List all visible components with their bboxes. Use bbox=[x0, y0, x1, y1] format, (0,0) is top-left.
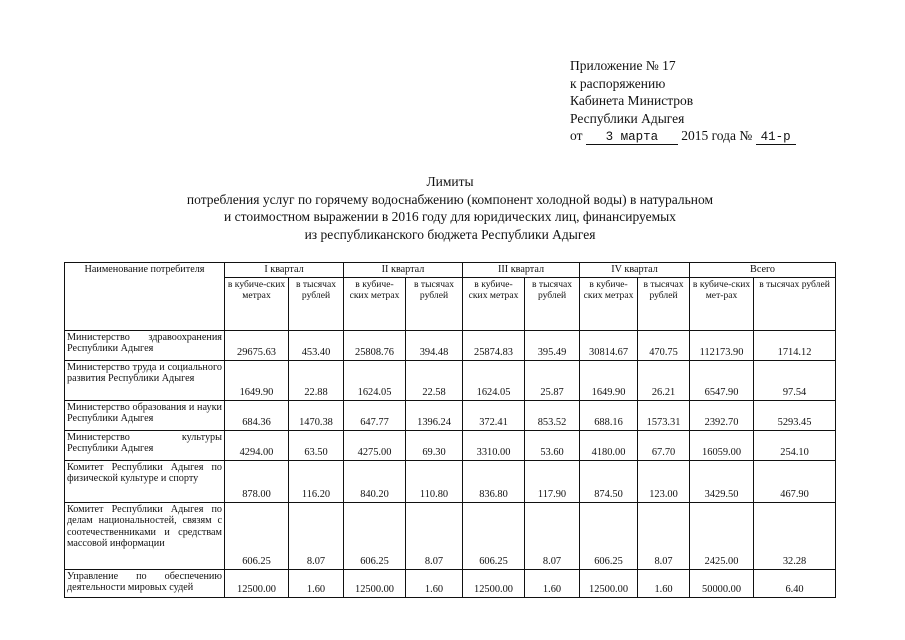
value-cell: 50000.00 bbox=[690, 569, 754, 597]
value-cell: 254.10 bbox=[754, 430, 836, 460]
document-title bbox=[120, 173, 780, 243]
consumer-name-cell: Комитет Республики Адыгея по физической культуре и спорту bbox=[65, 460, 225, 502]
value-cell: 1573.31 bbox=[638, 400, 690, 430]
value-cell: 467.90 bbox=[754, 460, 836, 502]
consumer-name-cell: Министерство образования и науки Республики Адыгея bbox=[65, 400, 225, 430]
value-cell: 840.20 bbox=[344, 460, 406, 502]
value-cell: 117.90 bbox=[525, 460, 580, 502]
value-cell: 3310.00 bbox=[463, 430, 525, 460]
value-cell: 12500.00 bbox=[225, 569, 289, 597]
unit-header: в кубиче-ских мет-рах bbox=[690, 277, 754, 330]
from-label: от bbox=[570, 128, 583, 143]
value-cell: 4275.00 bbox=[344, 430, 406, 460]
value-cell: 1714.12 bbox=[754, 330, 836, 360]
value-cell: 8.07 bbox=[406, 502, 463, 569]
title-line-3: и стоимостном выражении в 2016 году для юридических лиц, финансируемых bbox=[224, 209, 676, 224]
value-cell: 1470.38 bbox=[289, 400, 344, 430]
unit-header: в тысячах рублей bbox=[525, 277, 580, 330]
table-row bbox=[65, 502, 836, 569]
value-cell: 853.52 bbox=[525, 400, 580, 430]
table-row bbox=[65, 460, 836, 502]
title-line-2: потребления услуг по горячему водоснабжению (компонент холодной воды) в натуральном bbox=[186, 191, 714, 207]
value-cell: 1649.90 bbox=[225, 360, 289, 400]
approval-line-republic: Республики Адыгея bbox=[570, 110, 685, 126]
value-cell: 394.48 bbox=[406, 330, 463, 360]
unit-header: в кубиче-ских метрах bbox=[580, 277, 638, 330]
header-row bbox=[65, 263, 836, 278]
value-cell: 22.88 bbox=[289, 360, 344, 400]
unit-header: в кубиче-ских метрах bbox=[463, 277, 525, 330]
value-cell: 123.00 bbox=[638, 460, 690, 502]
value-cell: 1.60 bbox=[289, 569, 344, 597]
value-cell: 372.41 bbox=[463, 400, 525, 430]
approval-line-cabinet: Кабинета Министров bbox=[570, 93, 694, 108]
unit-header: в тысячах рублей bbox=[638, 277, 690, 330]
value-cell: 1624.05 bbox=[344, 360, 406, 400]
approval-line-order: к распоряжению bbox=[570, 75, 666, 91]
consumer-name-cell: Управление по обеспечению деятельности мировых судей bbox=[65, 569, 225, 597]
value-cell: 12500.00 bbox=[344, 569, 406, 597]
value-cell: 67.70 bbox=[638, 430, 690, 460]
value-cell: 12500.00 bbox=[463, 569, 525, 597]
value-cell: 470.75 bbox=[638, 330, 690, 360]
value-cell: 1.60 bbox=[525, 569, 580, 597]
unit-header: в тысячах рублей bbox=[289, 277, 344, 330]
value-cell: 874.50 bbox=[580, 460, 638, 502]
value-cell: 1624.05 bbox=[463, 360, 525, 400]
table-row bbox=[65, 360, 836, 400]
value-cell: 395.49 bbox=[525, 330, 580, 360]
group-header: Всего bbox=[690, 263, 836, 278]
value-cell: 8.07 bbox=[289, 502, 344, 569]
value-cell: 606.25 bbox=[225, 502, 289, 569]
approval-block bbox=[570, 57, 870, 145]
value-cell: 116.20 bbox=[289, 460, 344, 502]
value-cell: 32.28 bbox=[754, 502, 836, 569]
consumer-name-cell: Комитет Республики Адыгея по делам национальностей, связям с соотечественниками и средствам массовой информации bbox=[65, 502, 225, 569]
name-column-header: Наименование потребителя bbox=[65, 263, 225, 331]
unit-header: в тысячах рублей bbox=[406, 277, 463, 330]
table-row bbox=[65, 330, 836, 360]
group-header: II квартал bbox=[344, 263, 463, 278]
year-text: 2015 года № bbox=[681, 128, 753, 143]
unit-header: в тысячах рублей bbox=[754, 277, 836, 330]
value-cell: 97.54 bbox=[754, 360, 836, 400]
value-cell: 1396.24 bbox=[406, 400, 463, 430]
unit-header: в кубиче-ских метрах bbox=[344, 277, 406, 330]
value-cell: 836.80 bbox=[463, 460, 525, 502]
value-cell: 4294.00 bbox=[225, 430, 289, 460]
group-header: I квартал bbox=[225, 263, 344, 278]
value-cell: 63.50 bbox=[289, 430, 344, 460]
limits-table bbox=[64, 262, 836, 598]
value-cell: 22.58 bbox=[406, 360, 463, 400]
title-heading: Лимиты bbox=[426, 174, 474, 189]
value-cell: 25.87 bbox=[525, 360, 580, 400]
table-row bbox=[65, 400, 836, 430]
value-cell: 53.60 bbox=[525, 430, 580, 460]
value-cell: 16059.00 bbox=[690, 430, 754, 460]
value-cell: 606.25 bbox=[463, 502, 525, 569]
consumer-name-cell: Министерство культуры Республики Адыгея bbox=[65, 430, 225, 460]
consumer-name-cell: Министерство здравоохранения Республики Адыгея bbox=[65, 330, 225, 360]
value-cell: 8.07 bbox=[638, 502, 690, 569]
value-cell: 688.16 bbox=[580, 400, 638, 430]
value-cell: 112173.90 bbox=[690, 330, 754, 360]
value-cell: 606.25 bbox=[344, 502, 406, 569]
group-header: IV квартал bbox=[580, 263, 690, 278]
value-cell: 6547.90 bbox=[690, 360, 754, 400]
value-cell: 26.21 bbox=[638, 360, 690, 400]
value-cell: 1.60 bbox=[406, 569, 463, 597]
value-cell: 30814.67 bbox=[580, 330, 638, 360]
value-cell: 25808.76 bbox=[344, 330, 406, 360]
date-value: 3 марта bbox=[586, 130, 678, 145]
value-cell: 2425.00 bbox=[690, 502, 754, 569]
value-cell: 4180.00 bbox=[580, 430, 638, 460]
value-cell: 110.80 bbox=[406, 460, 463, 502]
value-cell: 3429.50 bbox=[690, 460, 754, 502]
table-body bbox=[65, 330, 836, 597]
approval-date-line bbox=[570, 127, 870, 145]
consumer-name-cell: Министерство труда и социального развития Республики Адыгея bbox=[65, 360, 225, 400]
order-number: 41-р bbox=[756, 130, 796, 145]
value-cell: 8.07 bbox=[525, 502, 580, 569]
value-cell: 29675.63 bbox=[225, 330, 289, 360]
title-line-4: из республиканского бюджета Республики Адыгея bbox=[304, 226, 596, 242]
value-cell: 69.30 bbox=[406, 430, 463, 460]
value-cell: 2392.70 bbox=[690, 400, 754, 430]
value-cell: 12500.00 bbox=[580, 569, 638, 597]
unit-header: в кубиче-ских метрах bbox=[225, 277, 289, 330]
value-cell: 25874.83 bbox=[463, 330, 525, 360]
value-cell: 6.40 bbox=[754, 569, 836, 597]
value-cell: 1.60 bbox=[638, 569, 690, 597]
table-row bbox=[65, 569, 836, 597]
value-cell: 647.77 bbox=[344, 400, 406, 430]
value-cell: 606.25 bbox=[580, 502, 638, 569]
value-cell: 453.40 bbox=[289, 330, 344, 360]
group-header: III квартал bbox=[463, 263, 580, 278]
value-cell: 5293.45 bbox=[754, 400, 836, 430]
value-cell: 1649.90 bbox=[580, 360, 638, 400]
table-row bbox=[65, 430, 836, 460]
appendix-number: Приложение № 17 bbox=[570, 58, 676, 73]
value-cell: 684.36 bbox=[225, 400, 289, 430]
value-cell: 878.00 bbox=[225, 460, 289, 502]
